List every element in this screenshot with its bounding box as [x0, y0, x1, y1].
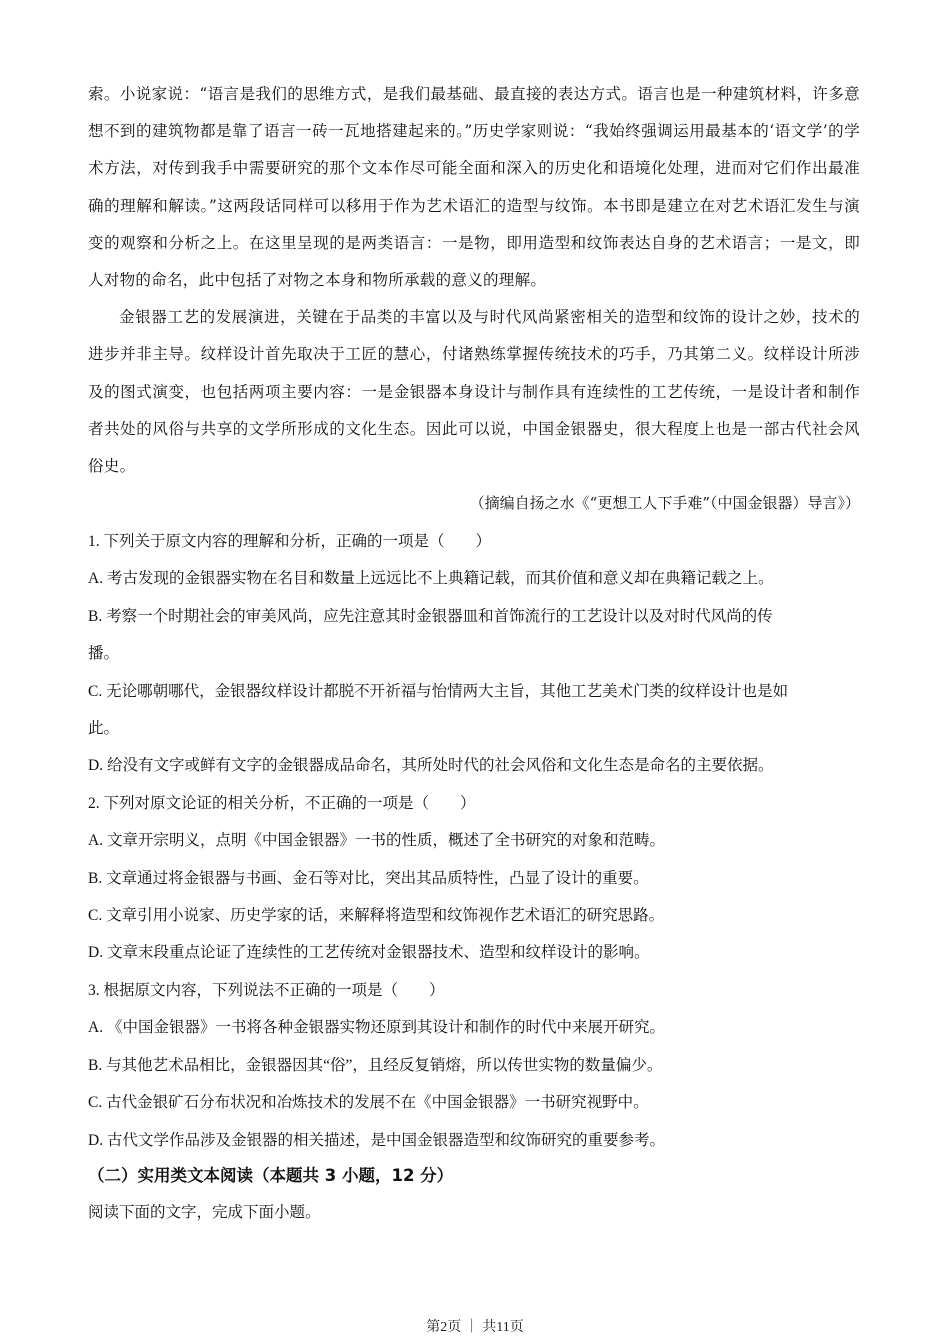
question-stem: 3. 根据原文内容，下列说法不正确的一项是（ ） — [88, 981, 445, 999]
option-line: C. 无论哪朝哪代，金银器纹样设计都脱不开祈福与怡情两大主旨，其他工艺美术门类的纹样设计也是如 — [88, 682, 789, 700]
question-stem: 2. 下列对原文论证的相关分析，不正确的一项是（ ） — [88, 794, 476, 812]
option-line: D. 古代文学作品涉及金银器的相关描述，是中国金银器造型和纹饰研究的重要参考。 — [88, 1131, 665, 1149]
option-line: B. 文章通过将金银器与书画、金石等对比，突出其品质特性，凸显了设计的重要。 — [88, 869, 649, 887]
option-line: A. 文章开宗明义，点明《中国金银器》一书的性质，概述了全书研究的对象和范畴。 — [88, 832, 665, 850]
option-line: B. 与其他艺术品相比，金银器因其“俗”，且经反复销熔，所以传世实物的数量偏少。 — [88, 1056, 663, 1074]
reading-passage — [88, 76, 860, 485]
option-line: A. 《中国金银器》一书将各种金银器实物还原到其设计和制作的时代中来展开研究。 — [88, 1019, 665, 1037]
passage-source: （摘编自扬之水《“更想工人下手难”（中国金银器）导言》） — [469, 494, 860, 512]
passage-paragraph: 索。小说家说：“语言是我们的思维方式，是我们最基础、最直接的表达方式。语言也是一种建筑材料，许多意想不到的建筑物都是靠了语言一砖一瓦地搭建起来的。”历史学家则说：“我始终强调运用最基本的‘语文学’的学术方法，对传到我手中需要研究的那个文本作尽可能全面和深入的历史化和语境化处理，进而对它们作出最准确的理解和解读。”这两段话同样可以移用于作为艺术语汇的造型与纹饰。本书即是建立在对艺术语汇发生与演变的观察和分析之上。在这里呈现的是两类语言：一是物，即用造型和纹饰表达自身的艺术语言；一是文，即人对物的命名，此中包括了对物之本身和物所承载的意义的理解。 — [88, 85, 860, 290]
option-line: C. 文章引用小说家、历史学家的话，来解释将造型和纹饰视作艺术语汇的研究思路。 — [88, 907, 665, 925]
option-line: C. 古代金银矿石分布状况和冶炼技术的发展不在《中国金银器》一书研究视野中。 — [88, 1094, 649, 1112]
page-footer: 第2页 ｜ 共11页 — [426, 1320, 524, 1335]
option-line: 此。 — [88, 720, 120, 738]
option-line: 播。 — [88, 645, 120, 663]
option-line: B. 考察一个时期社会的审美风尚，应先注意其时金银器皿和首饰流行的工艺设计以及对时代风尚的传 — [88, 607, 773, 625]
option-line: D. 文章末段重点论证了连续性的工艺传统对金银器技术、造型和纹样设计的影响。 — [88, 944, 650, 962]
section-heading: （二）实用类文本阅读（本题共 3 小题，12 分） — [88, 1166, 454, 1185]
option-line: A. 考古发现的金银器实物在名目和数量上远远比不上典籍记载，而其价值和意义却在典籍记载之上。 — [88, 570, 774, 588]
passage-paragraph: 金银器工艺的发展演进，关键在于品类的丰富以及与时代风尚紧密相关的造型和纹饰的设计之妙，技术的进步并非主导。纹样设计首先取决于工匠的慧心，付诸熟练掌握传统技术的巧手，乃其第二义。纹样设计所涉及的图式演变，也包括两项主要内容：一是金银器本身设计与制作具有连续性的工艺传统，一是设计者和制作者共处的风俗与共享的文学所形成的文化生态。因此可以说，中国金银器史，很大程度上也是一部古代社会风俗史。 — [88, 308, 860, 476]
option-line: D. 给没有文字或鲜有文字的金银器成品命名，其所处时代的社会风俗和文化生态是命名的主要依据。 — [88, 757, 774, 775]
question-list — [88, 523, 863, 1159]
question-stem: 1. 下列关于原文内容的理解和分析，正确的一项是（ ） — [88, 533, 492, 550]
section-instruction: 阅读下面的文字，完成下面小题。 — [88, 1204, 321, 1221]
